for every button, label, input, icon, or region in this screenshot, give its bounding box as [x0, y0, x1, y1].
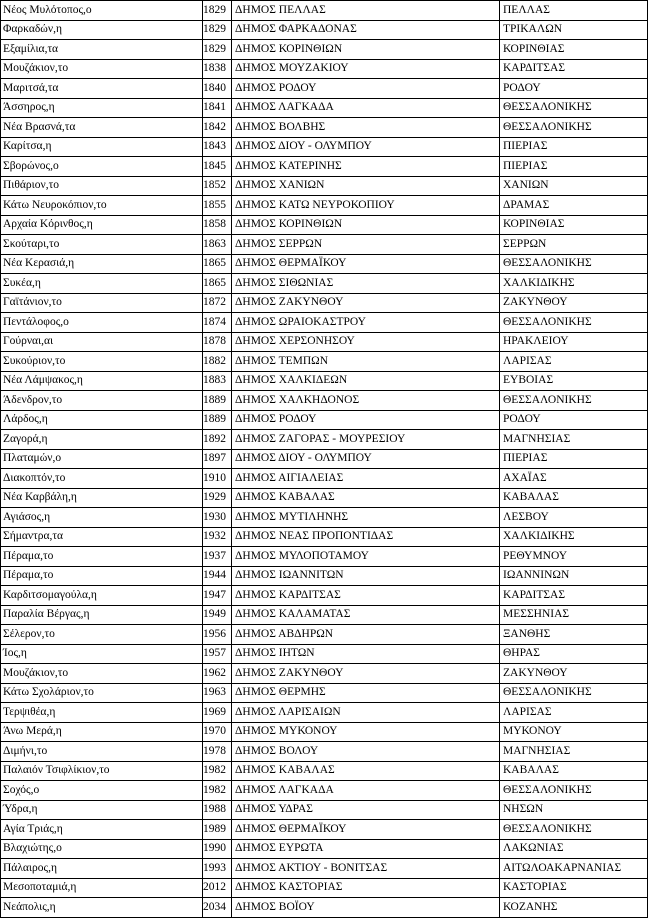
- prefecture-cell: ΚΑΣΤΟΡΙΑΣ: [500, 878, 648, 898]
- municipality-cell: ΔΗΜΟΣ ΧΑΝΙΩΝ: [232, 176, 500, 196]
- table-row: [1, 605, 648, 625]
- municipality-cell: ΔΗΜΟΣ ΚΑΒΑΛΑΣ: [232, 761, 500, 781]
- table-row: [1, 118, 648, 138]
- table-row: [1, 878, 648, 898]
- prefecture-cell: ΛΕΣΒΟΥ: [500, 508, 648, 528]
- prefecture-cell: ΠΙΕΡΙΑΣ: [500, 157, 648, 177]
- prefecture-cell: ΚΑΡΔΙΤΣΑΣ: [500, 59, 648, 79]
- prefecture-cell: ΘΕΣΣΑΛΟΝΙΚΗΣ: [500, 98, 648, 118]
- prefecture-cell: ΘΕΣΣΑΛΟΝΙΚΗΣ: [500, 781, 648, 801]
- prefecture-cell: ΕΥΒΟΙΑΣ: [500, 371, 648, 391]
- prefecture-cell: ΡΟΔΟΥ: [500, 79, 648, 99]
- settlement-name-cell: Πέραμα,το: [1, 566, 203, 586]
- municipality-cell: ΔΗΜΟΣ ΚΑΒΑΛΑΣ: [232, 488, 500, 508]
- settlement-name-cell: Παλαιόν Τσιφλίκιον,το: [1, 761, 203, 781]
- table-row: [1, 274, 648, 294]
- settlement-name-cell: Μαριτσά,τα: [1, 79, 203, 99]
- settlement-name-cell: Γούρναι,αι: [1, 332, 203, 352]
- municipality-cell: ΔΗΜΟΣ ΜΟΥΖΑΚΙΟΥ: [232, 59, 500, 79]
- prefecture-cell: ΜΑΓΝΗΣΙΑΣ: [500, 742, 648, 762]
- table-row: [1, 508, 648, 528]
- table-row: [1, 781, 648, 801]
- table-row: [1, 137, 648, 157]
- prefecture-cell: ΚΟΖΑΝΗΣ: [500, 898, 648, 918]
- year-cell: 1993: [203, 859, 232, 879]
- settlement-name-cell: Φαρκαδών,η: [1, 20, 203, 40]
- municipality-cell: ΔΗΜΟΣ ΝΕΑΣ ΠΡΟΠΟΝΤΙΔΑΣ: [232, 527, 500, 547]
- year-cell: 1855: [203, 196, 232, 216]
- municipality-cell: ΔΗΜΟΣ ΒΟΪΟΥ: [232, 898, 500, 918]
- year-cell: 1897: [203, 449, 232, 469]
- prefecture-cell: ΛΑΡΙΣΑΣ: [500, 352, 648, 372]
- prefecture-cell: ΑΙΤΩΛΟΑΚΑΡΝΑΝΙΑΣ: [500, 859, 648, 879]
- table-row: [1, 449, 648, 469]
- municipality-cell: ΔΗΜΟΣ ΒΟΛΒΗΣ: [232, 118, 500, 138]
- year-cell: 1872: [203, 293, 232, 313]
- prefecture-cell: ΛΑΚΩΝΙΑΣ: [500, 839, 648, 859]
- year-cell: 1845: [203, 157, 232, 177]
- table-row: [1, 313, 648, 333]
- municipality-cell: ΔΗΜΟΣ ΡΟΔΟΥ: [232, 79, 500, 99]
- year-cell: 1889: [203, 391, 232, 411]
- settlement-name-cell: Ύδρα,η: [1, 800, 203, 820]
- year-cell: 1889: [203, 410, 232, 430]
- municipality-cell: ΔΗΜΟΣ ΖΑΚΥΝΘΟΥ: [232, 664, 500, 684]
- table-row: [1, 20, 648, 40]
- table-row: [1, 196, 648, 216]
- table-row: [1, 566, 648, 586]
- year-cell: 2012: [203, 878, 232, 898]
- settlement-name-cell: Καρίτσα,η: [1, 137, 203, 157]
- municipality-cell: ΔΗΜΟΣ ΥΔΡΑΣ: [232, 800, 500, 820]
- table-row: [1, 586, 648, 606]
- municipality-cell: ΔΗΜΟΣ ΖΑΚΥΝΘΟΥ: [232, 293, 500, 313]
- prefecture-cell: ΧΑΛΚΙΔΙΚΗΣ: [500, 274, 648, 294]
- settlement-name-cell: Νέα Καρβάλη,η: [1, 488, 203, 508]
- settlement-name-cell: Εξαμίλια,τα: [1, 40, 203, 60]
- table-row: [1, 98, 648, 118]
- year-cell: 1962: [203, 664, 232, 684]
- settlement-name-cell: Γαϊτάνιον,το: [1, 293, 203, 313]
- municipality-cell: ΔΗΜΟΣ ΕΥΡΩΤΑ: [232, 839, 500, 859]
- table-row: [1, 1, 648, 21]
- settlement-name-cell: Νέα Βρασνά,τα: [1, 118, 203, 138]
- prefecture-cell: ΘΕΣΣΑΛΟΝΙΚΗΣ: [500, 820, 648, 840]
- year-cell: 1910: [203, 469, 232, 489]
- year-cell: 1978: [203, 742, 232, 762]
- table-row: [1, 859, 648, 879]
- settlement-name-cell: Πεντάλοφος,ο: [1, 313, 203, 333]
- municipality-cell: ΔΗΜΟΣ ΩΡΑΙΟΚΑΣΤΡΟΥ: [232, 313, 500, 333]
- prefecture-cell: ΤΡΙΚΑΛΩΝ: [500, 20, 648, 40]
- prefecture-cell: ΘΕΣΣΑΛΟΝΙΚΗΣ: [500, 254, 648, 274]
- table-row: [1, 722, 648, 742]
- municipality-cell: ΔΗΜΟΣ ΙΩΑΝΝΙΤΩΝ: [232, 566, 500, 586]
- table-row: [1, 352, 648, 372]
- table-row: [1, 683, 648, 703]
- municipality-cell: ΔΗΜΟΣ ΔΙΟΥ - ΟΛΥΜΠΟΥ: [232, 137, 500, 157]
- municipality-cell: ΔΗΜΟΣ ΣΕΡΡΩΝ: [232, 235, 500, 255]
- settlement-name-cell: Νεάπολις,η: [1, 898, 203, 918]
- table-row: [1, 371, 648, 391]
- municipality-cell: ΔΗΜΟΣ ΘΕΡΜΗΣ: [232, 683, 500, 703]
- table-row: [1, 391, 648, 411]
- settlement-name-cell: Τερψιθέα,η: [1, 703, 203, 723]
- prefecture-cell: ΚΑΡΔΙΤΣΑΣ: [500, 586, 648, 606]
- municipality-cell: ΔΗΜΟΣ ΜΥΛΟΠΟΤΑΜΟΥ: [232, 547, 500, 567]
- prefecture-cell: ΘΗΡΑΣ: [500, 644, 648, 664]
- year-cell: 1858: [203, 215, 232, 235]
- year-cell: 1949: [203, 605, 232, 625]
- table-body: [1, 1, 648, 918]
- prefecture-cell: ΖΑΚΥΝΘΟΥ: [500, 664, 648, 684]
- year-cell: 1930: [203, 508, 232, 528]
- year-cell: 1829: [203, 20, 232, 40]
- year-cell: 1932: [203, 527, 232, 547]
- prefecture-cell: ΜΥΚΟΝΟΥ: [500, 722, 648, 742]
- municipality-cell: ΔΗΜΟΣ ΚΑΤΕΡΙΝΗΣ: [232, 157, 500, 177]
- settlement-name-cell: Αρχαία Κόρινθος,η: [1, 215, 203, 235]
- year-cell: 1883: [203, 371, 232, 391]
- settlement-name-cell: Καρδιτσομαγούλα,η: [1, 586, 203, 606]
- table-row: [1, 215, 648, 235]
- municipality-cell: ΔΗΜΟΣ ΛΑΓΚΑΔΑ: [232, 98, 500, 118]
- settlement-name-cell: Ζαγορά,η: [1, 430, 203, 450]
- settlement-name-cell: Σβορώνος,ο: [1, 157, 203, 177]
- municipality-cell: ΔΗΜΟΣ ΛΑΓΚΑΔΑ: [232, 781, 500, 801]
- settlement-name-cell: Ίος,η: [1, 644, 203, 664]
- settlement-name-cell: Άσσηρος,η: [1, 98, 203, 118]
- table-row: [1, 332, 648, 352]
- table-row: [1, 430, 648, 450]
- municipality-cell: ΔΗΜΟΣ ΜΥΚΟΝΟΥ: [232, 722, 500, 742]
- settlement-name-cell: Κάτω Νευροκόπιον,το: [1, 196, 203, 216]
- settlement-name-cell: Σήμαντρα,τα: [1, 527, 203, 547]
- table-row: [1, 254, 648, 274]
- prefecture-cell: ΡΕΘΥΜΝΟΥ: [500, 547, 648, 567]
- municipality-cell: ΔΗΜΟΣ ΒΟΛΟΥ: [232, 742, 500, 762]
- municipality-cell: ΔΗΜΟΣ ΚΑΛΑΜΑΤΑΣ: [232, 605, 500, 625]
- year-cell: 1988: [203, 800, 232, 820]
- year-cell: 1892: [203, 430, 232, 450]
- table-row: [1, 703, 648, 723]
- prefecture-cell: ΑΧΑΪΑΣ: [500, 469, 648, 489]
- year-cell: 1842: [203, 118, 232, 138]
- settlement-name-cell: Μουζάκιον,το: [1, 664, 203, 684]
- year-cell: 1882: [203, 352, 232, 372]
- prefecture-cell: ΡΟΔΟΥ: [500, 410, 648, 430]
- municipality-cell: ΔΗΜΟΣ ΚΑΣΤΟΡΙΑΣ: [232, 878, 500, 898]
- prefecture-cell: ΚΟΡΙΝΘΙΑΣ: [500, 40, 648, 60]
- prefecture-cell: ΧΑΛΚΙΔΙΚΗΣ: [500, 527, 648, 547]
- settlement-name-cell: Λάρδος,η: [1, 410, 203, 430]
- prefecture-cell: ΘΕΣΣΑΛΟΝΙΚΗΣ: [500, 683, 648, 703]
- settlement-name-cell: Άδενδρον,το: [1, 391, 203, 411]
- settlement-name-cell: Πέραμα,το: [1, 547, 203, 567]
- year-cell: 1957: [203, 644, 232, 664]
- prefecture-cell: ΠΙΕΡΙΑΣ: [500, 137, 648, 157]
- municipality-cell: ΔΗΜΟΣ ΑΙΓΙΑΛΕΙΑΣ: [232, 469, 500, 489]
- year-cell: 1865: [203, 254, 232, 274]
- settlement-name-cell: Αγία Τριάς,η: [1, 820, 203, 840]
- settlement-name-cell: Παραλία Βέργας,η: [1, 605, 203, 625]
- year-cell: 1829: [203, 40, 232, 60]
- prefecture-cell: ΘΕΣΣΑΛΟΝΙΚΗΣ: [500, 118, 648, 138]
- table-row: [1, 410, 648, 430]
- year-cell: 1944: [203, 566, 232, 586]
- table-row: [1, 293, 648, 313]
- prefecture-cell: ΝΗΣΩΝ: [500, 800, 648, 820]
- prefecture-cell: ΜΑΓΝΗΣΙΑΣ: [500, 430, 648, 450]
- year-cell: 1990: [203, 839, 232, 859]
- settlement-name-cell: Αγιάσος,η: [1, 508, 203, 528]
- year-cell: 1969: [203, 703, 232, 723]
- settlement-name-cell: Νέα Κερασιά,η: [1, 254, 203, 274]
- table-row: [1, 469, 648, 489]
- table-row: [1, 59, 648, 79]
- municipality-cell: ΔΗΜΟΣ ΚΑΡΔΙΤΣΑΣ: [232, 586, 500, 606]
- municipality-cell: ΔΗΜΟΣ ΠΕΛΛΑΣ: [232, 1, 500, 21]
- year-cell: 1865: [203, 274, 232, 294]
- municipality-cell: ΔΗΜΟΣ ΦΑΡΚΑΔΟΝΑΣ: [232, 20, 500, 40]
- municipality-cell: ΔΗΜΟΣ ΡΟΔΟΥ: [232, 410, 500, 430]
- year-cell: 1929: [203, 488, 232, 508]
- municipality-cell: ΔΗΜΟΣ ΛΑΡΙΣΑΙΩΝ: [232, 703, 500, 723]
- prefecture-cell: ΚΑΒΑΛΑΣ: [500, 761, 648, 781]
- settlement-name-cell: Σοχός,ο: [1, 781, 203, 801]
- prefecture-cell: ΙΩΑΝΝΙΝΩΝ: [500, 566, 648, 586]
- year-cell: 1840: [203, 79, 232, 99]
- year-cell: 1947: [203, 586, 232, 606]
- prefecture-cell: ΚΟΡΙΝΘΙΑΣ: [500, 215, 648, 235]
- municipality-cell: ΔΗΜΟΣ ΧΕΡΣΟΝΗΣΟΥ: [232, 332, 500, 352]
- settlement-name-cell: Σκούταρι,το: [1, 235, 203, 255]
- municipality-cell: ΔΗΜΟΣ ΣΙΘΩΝΙΑΣ: [232, 274, 500, 294]
- settlement-name-cell: Πιθάριον,το: [1, 176, 203, 196]
- table-row: [1, 742, 648, 762]
- prefecture-cell: ΧΑΝΙΩΝ: [500, 176, 648, 196]
- year-cell: 1989: [203, 820, 232, 840]
- table-row: [1, 820, 648, 840]
- municipality-cell: ΔΗΜΟΣ ΧΑΛΚΗΔΟΝΟΣ: [232, 391, 500, 411]
- prefecture-cell: ΖΑΚΥΝΘΟΥ: [500, 293, 648, 313]
- table-row: [1, 488, 648, 508]
- table-row: [1, 176, 648, 196]
- prefecture-cell: ΚΑΒΑΛΑΣ: [500, 488, 648, 508]
- table-row: [1, 235, 648, 255]
- settlement-name-cell: Συκέα,η: [1, 274, 203, 294]
- municipality-cell: ΔΗΜΟΣ ΖΑΓΟΡΑΣ - ΜΟΥΡΕΣΙΟΥ: [232, 430, 500, 450]
- prefecture-cell: ΜΕΣΣΗΝΙΑΣ: [500, 605, 648, 625]
- municipality-cell: ΔΗΜΟΣ ΙΗΤΩΝ: [232, 644, 500, 664]
- municipality-cell: ΔΗΜΟΣ ΔΙΟΥ - ΟΛΥΜΠΟΥ: [232, 449, 500, 469]
- settlement-name-cell: Μουζάκιον,το: [1, 59, 203, 79]
- settlement-name-cell: Βλαχιώτης,ο: [1, 839, 203, 859]
- table-row: [1, 547, 648, 567]
- prefecture-cell: ΔΡΑΜΑΣ: [500, 196, 648, 216]
- year-cell: 1878: [203, 332, 232, 352]
- year-cell: 1843: [203, 137, 232, 157]
- prefecture-cell: ΠΙΕΡΙΑΣ: [500, 449, 648, 469]
- municipality-cell: ΔΗΜΟΣ ΧΑΛΚΙΔΕΩΝ: [232, 371, 500, 391]
- municipality-cell: ΔΗΜΟΣ ΚΟΡΙΝΘΙΩΝ: [232, 40, 500, 60]
- municipality-cell: ΔΗΜΟΣ ΤΕΜΠΩΝ: [232, 352, 500, 372]
- municipality-cell: ΔΗΜΟΣ ΘΕΡΜΑΪΚΟΥ: [232, 254, 500, 274]
- year-cell: 1982: [203, 781, 232, 801]
- table-row: [1, 527, 648, 547]
- prefecture-cell: ΘΕΣΣΑΛΟΝΙΚΗΣ: [500, 313, 648, 333]
- year-cell: 1937: [203, 547, 232, 567]
- prefecture-cell: ΘΕΣΣΑΛΟΝΙΚΗΣ: [500, 391, 648, 411]
- table-row: [1, 800, 648, 820]
- year-cell: 1841: [203, 98, 232, 118]
- year-cell: 1956: [203, 625, 232, 645]
- prefecture-cell: ΠΕΛΛΑΣ: [500, 1, 648, 21]
- table-row: [1, 40, 648, 60]
- municipality-cell: ΔΗΜΟΣ ΑΒΔΗΡΩΝ: [232, 625, 500, 645]
- settlement-name-cell: Συκούριον,το: [1, 352, 203, 372]
- year-cell: 1970: [203, 722, 232, 742]
- municipality-cell: ΔΗΜΟΣ ΜΥΤΙΛΗΝΗΣ: [232, 508, 500, 528]
- table-row: [1, 644, 648, 664]
- settlement-name-cell: Σέλερον,το: [1, 625, 203, 645]
- settlement-name-cell: Άνω Μερά,η: [1, 722, 203, 742]
- municipality-cell: ΔΗΜΟΣ ΚΟΡΙΝΘΙΩΝ: [232, 215, 500, 235]
- year-cell: 1852: [203, 176, 232, 196]
- year-cell: 1838: [203, 59, 232, 79]
- prefecture-cell: ΞΑΝΘΗΣ: [500, 625, 648, 645]
- table-row: [1, 761, 648, 781]
- table-row: [1, 79, 648, 99]
- year-cell: 1863: [203, 235, 232, 255]
- municipality-cell: ΔΗΜΟΣ ΑΚΤΙΟΥ - ΒΟΝΙΤΣΑΣ: [232, 859, 500, 879]
- settlement-name-cell: Διακοπτόν,το: [1, 469, 203, 489]
- settlement-name-cell: Νέος Μυλότοπος,ο: [1, 1, 203, 21]
- municipality-cell: ΔΗΜΟΣ ΚΑΤΩ ΝΕΥΡΟΚΟΠΙΟΥ: [232, 196, 500, 216]
- table-row: [1, 157, 648, 177]
- settlement-name-cell: Μεσοποταμιά,η: [1, 878, 203, 898]
- settlement-name-cell: Πάλαιρος,η: [1, 859, 203, 879]
- table-row: [1, 898, 648, 918]
- prefecture-cell: ΗΡΑΚΛΕΙΟΥ: [500, 332, 648, 352]
- year-cell: 1963: [203, 683, 232, 703]
- settlement-name-cell: Κάτω Σχολάριον,το: [1, 683, 203, 703]
- year-cell: 1982: [203, 761, 232, 781]
- table-row: [1, 664, 648, 684]
- settlement-name-cell: Πλαταμών,ο: [1, 449, 203, 469]
- year-cell: 2034: [203, 898, 232, 918]
- year-cell: 1829: [203, 1, 232, 21]
- year-cell: 1874: [203, 313, 232, 333]
- table-row: [1, 625, 648, 645]
- municipality-cell: ΔΗΜΟΣ ΘΕΡΜΑΪΚΟΥ: [232, 820, 500, 840]
- prefecture-cell: ΣΕΡΡΩΝ: [500, 235, 648, 255]
- settlement-name-cell: Νέα Λάμψακος,η: [1, 371, 203, 391]
- prefecture-cell: ΛΑΡΙΣΑΣ: [500, 703, 648, 723]
- settlement-name-cell: Διμήνι,το: [1, 742, 203, 762]
